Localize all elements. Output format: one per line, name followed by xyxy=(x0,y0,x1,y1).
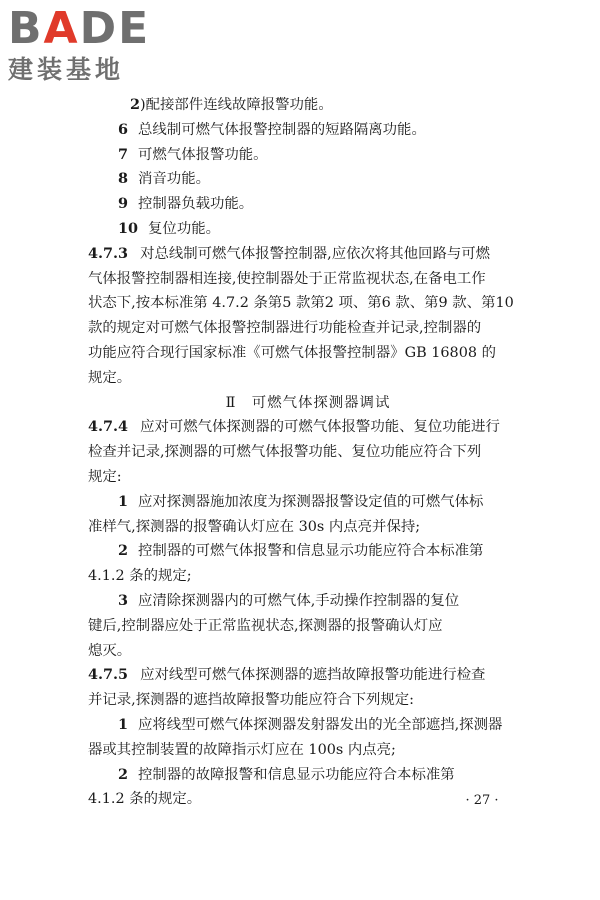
paragraph-line: 4.1.2 条的规定。 xyxy=(88,791,202,808)
clause-4-7-5: 4.7.5 应对线型可燃气体探测器的遮挡故障报警功能进行检查 xyxy=(88,666,486,684)
list-item: 2 控制器的故障报警和信息显示功能应符合本标准第 xyxy=(118,765,455,783)
paragraph-line: 功能应符合现行国家标准《可燃气体报警控制器》GB 16808 的 xyxy=(88,344,496,361)
list-item: 8 消音功能。 xyxy=(118,170,210,188)
list-item: 1 应将线型可燃气体探测器发射器发出的光全部遮挡,探测器 xyxy=(118,715,503,733)
page-number: · 27 · xyxy=(465,793,499,808)
paragraph-line: 款的规定对可燃气体报警控制器进行功能检查并记录,控制器的 xyxy=(88,320,482,337)
list-item: 2 控制器的可燃气体报警和信息显示功能应符合本标准第 xyxy=(118,542,484,560)
clause-4-7-3: 4.7.3 对总线制可燃气体报警控制器,应依次将其他回路与可燃 xyxy=(88,244,491,262)
document-body xyxy=(88,93,528,812)
paragraph-line: 规定: xyxy=(88,468,122,485)
list-item: 2)配接部件连线故障报警功能。 xyxy=(130,96,333,113)
logo-subtitle: 建装基地 xyxy=(8,55,125,84)
list-item: 6 总线制可燃气体报警控制器的短路隔离功能。 xyxy=(118,120,426,138)
paragraph-line: 器或其控制装置的故障指示灯应在 100s 内点亮; xyxy=(88,741,396,758)
paragraph-line: 气体报警控制器相连接,使控制器处于正常监视状态,在备电工作 xyxy=(88,270,486,287)
list-item: 10 复位功能。 xyxy=(118,219,220,237)
list-item: 9 控制器负载功能。 xyxy=(118,195,254,213)
paragraph-line: 准样气,探测器的报警确认灯应在 30s 内点亮并保持; xyxy=(88,518,421,535)
paragraph-line: 熄灭。 xyxy=(88,642,132,659)
logo-wordmark: BADE xyxy=(8,3,151,54)
paragraph-line: 4.1.2 条的规定; xyxy=(88,568,192,585)
paragraph-line: 键后,控制器应处于正常监视状态,探测器的报警确认灯应 xyxy=(88,617,443,634)
brand-logo xyxy=(8,3,151,84)
list-item: 1 应对探测器施加浓度为探测器报警设定值的可燃气体标 xyxy=(118,492,484,510)
paragraph-line: 状态下,按本标准第 4.7.2 条第5 款第2 项、第6 款、第9 款、第10 xyxy=(88,295,514,312)
list-item: 3 应清除探测器内的可燃气体,手动操作控制器的复位 xyxy=(118,591,460,609)
clause-4-7-4: 4.7.4 应对可燃气体探测器的可燃气体报警功能、复位功能进行 xyxy=(88,418,500,436)
section-heading: Ⅱ 可燃气体探测器调试 xyxy=(225,394,391,411)
paragraph-line: 规定。 xyxy=(88,369,132,386)
list-item: 7 可燃气体报警功能。 xyxy=(118,145,268,163)
paragraph-line: 并记录,探测器的遮挡故障报警功能应符合下列规定: xyxy=(88,692,415,709)
paragraph-line: 检查并记录,探测器的可燃气体报警功能、复位功能应符合下列 xyxy=(88,444,482,461)
